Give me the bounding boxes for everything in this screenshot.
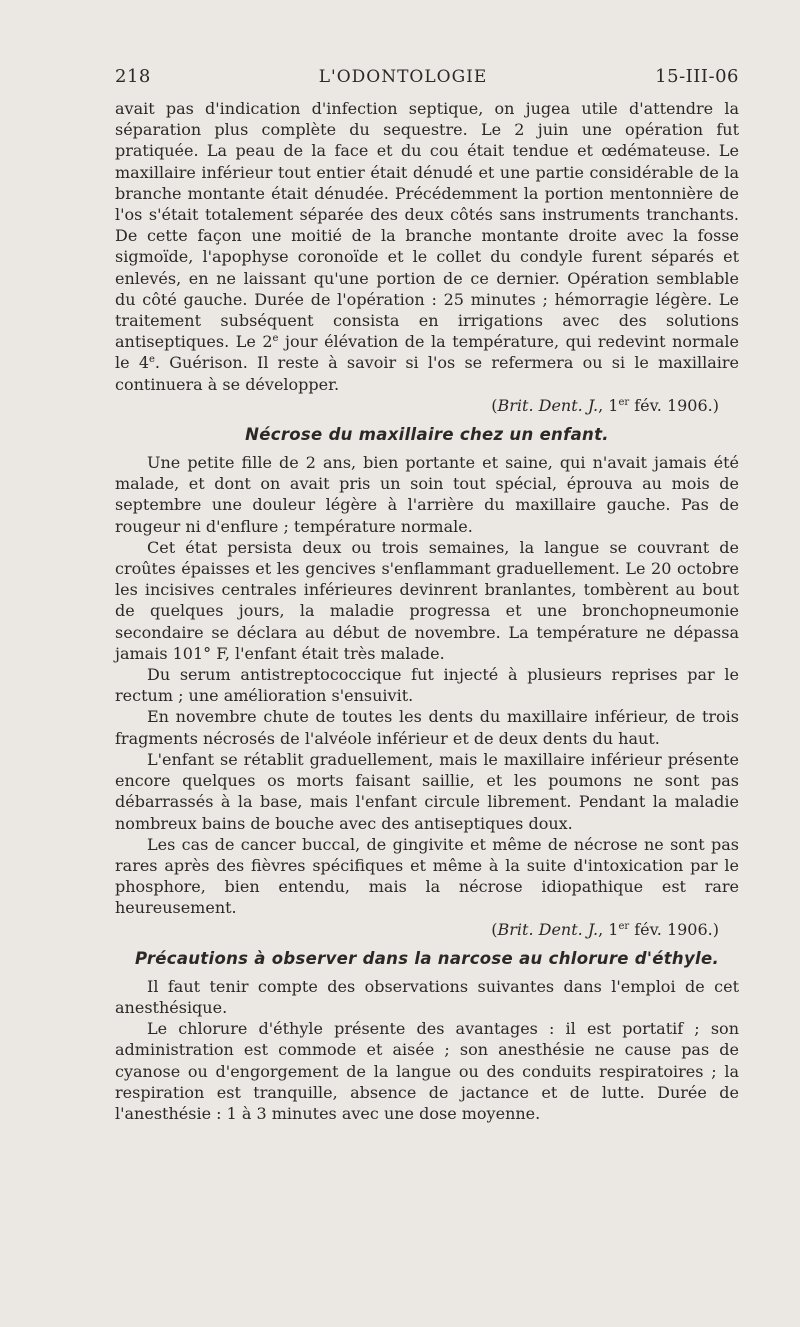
paragraph: Les cas de cancer buccal, de gingivite et même de nécrose ne sont pas rares après des fièvres spécifiques et même à la suite d'intoxication par le phosphore, bien entendu, mais la nécrose idiopathique est rare heureusement. [115, 834, 739, 918]
paragraph: Cet état persista deux ou trois semaines, la langue se couvrant de croûtes épaisses et les gencives s'enflammant graduellement. Le 20 octobre les incisives centrales inférieures devinrent branlantes, tombèrent au bout de quelques jours, la maladie progressa et une bronchopneumonie secondaire se déclara au début de novembre. La température ne dépassa jamais 101° F, l'enfant était très malade. [115, 537, 739, 663]
citation-source: Brit. Dent. J. [497, 395, 599, 415]
citation-date: , 1er fév. 1906.) [598, 919, 719, 939]
citation: (Brit. Dent. J., 1er fév. 1906.) [491, 395, 719, 415]
journal-title: L'ODONTOLOGIE [318, 67, 488, 87]
continued-paragraph: avait pas d'indication d'infection septique, on jugea utile d'attendre la séparation plus complète du sequestre. Le 2 juin une opération fut pratiquée. La peau de la face et du cou était tendue et œdémateuse. Le maxillaire inférieur tout entier était dénudé et une partie considérable de la branche montante était dénudée. Précédemment la portion mentonnière de l'os s'était totalement séparée des deux côtés sans instruments tranchants. De cette façon une moitié de la branche montante droite avec la fosse sigmoïde, l'apophyse coronoïde et le collet du condyle furent séparés et enlevés, en ne laissant qu'une portion de ce dernier. Opération semblable du côté gauche. Durée de l'opération : 25 minutes ; hémorragie légère. Le traitement subséquent consista en irrigations avec des solutions antiseptiques. Le 2e jour élévation de la température, qui redevint normale le 4e. Guérison. Il reste à savoir si l'os se refermera ou si le maxillaire continuera à se développer. [115, 99, 739, 394]
paragraph: Du serum antistreptococcique fut injecté à plusieurs reprises par le rectum ; une amélioration s'ensuivit. [115, 665, 739, 706]
paragraph: En novembre chute de toutes les dents du maxillaire inférieur, de trois fragments nécrosés de l'alvéole inférieur et de deux dents du haut. [115, 707, 739, 748]
issue-date: 15-III-06 [655, 66, 739, 87]
paragraph: Une petite fille de 2 ans, bien portante et saine, qui n'avait jamais été malade, et dont on avait pris un soin tout spécial, éprouva au mois de septembre une douleur légère à l'arrière du maxillaire gauche. Pas de rougeur ni d'enflure ; température normale. [115, 453, 739, 536]
paragraph: Il faut tenir compte des observations suivantes dans l'emploi de cet anesthésique. [115, 976, 739, 1017]
page-number: 218 [115, 66, 151, 87]
paragraph: Le chlorure d'éthyle présente des avantages : il est portatif ; son administration est commode et aisée ; son anesthésie ne cause pas de cyanose ou d'engorgement de la langue ou des conduits respiratoires ; la respiration est tranquille, absence de jactance et de lutte. Durée de l'anesthésie : 1 à 3 minutes avec une dose moyenne. [115, 1019, 739, 1123]
section-heading: Précautions à observer dans la narcose au chlorure d'éthyle. [134, 948, 720, 968]
citation-date: , 1er fév. 1906.) [598, 395, 719, 415]
document-page [115, 66, 739, 1124]
citation-source: Brit. Dent. J. [497, 919, 599, 939]
citation: (Brit. Dent. J., 1er fév. 1906.) [491, 919, 719, 939]
running-header [115, 66, 739, 98]
section-heading: Nécrose du maxillaire chez un enfant. [245, 425, 609, 445]
paragraph: L'enfant se rétablit graduellement, mais le maxillaire inférieur présente encore quelques os morts faisant saillie, et les poumons ne sont pas débarrassés à la base, mais l'enfant circule librement. Pendant la maladie nombreux bains de bouche avec des antiseptiques doux. [115, 749, 739, 833]
